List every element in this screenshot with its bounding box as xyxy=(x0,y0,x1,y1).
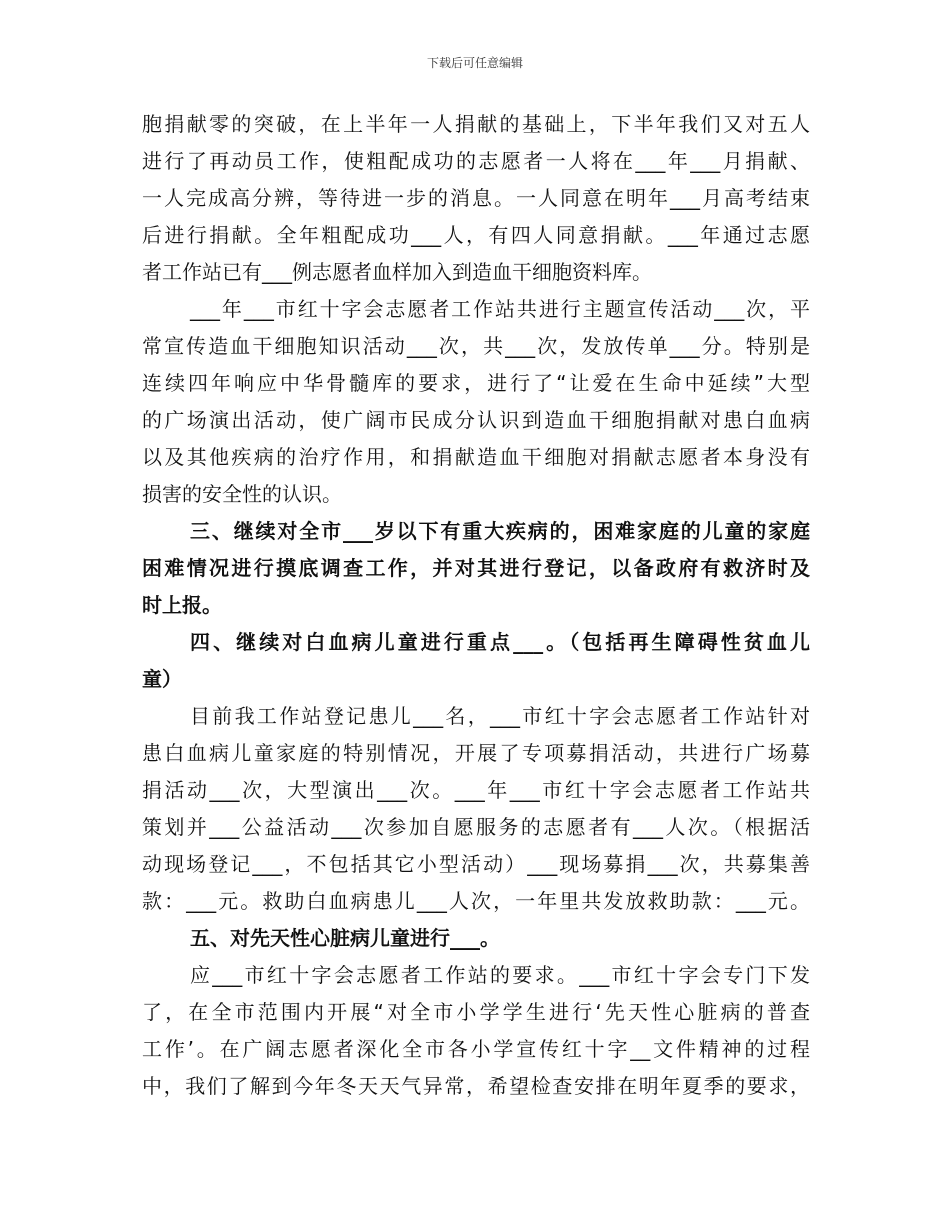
text-line: 的广场演出活动，使广阔市民成分认识到造血干细胞捐献对患白血病 xyxy=(142,408,810,432)
text-line: 进行了再动员工作，使粗配成功的志愿者一人将在___年___月捐献、 xyxy=(142,149,810,173)
text-line: 胞捐献零的突破，在上半年一人捐献的基础上，下半年我们又对五人 xyxy=(142,112,810,136)
text-line: 中，我们了解到今年冬天天气异常，希望检查安排在明年夏季的要求， xyxy=(142,1074,810,1098)
text-line: 一人完成高分辨，等待进一步的消息。一人同意在明年___月高考结束 xyxy=(142,186,810,210)
text-line: 四、继续对白血病儿童进行重点___。（包括再生障碍性贫血儿 xyxy=(190,630,810,654)
text-line: 时上报。 xyxy=(142,593,222,617)
text-line: 后进行捐献。全年粗配成功___人，有四人同意捐献。___年通过志愿 xyxy=(142,223,810,247)
text-line: 三、继续对全市___岁以下有重大疾病的，困难家庭的儿童的家庭 xyxy=(190,519,810,543)
text-line: 目前我工作站登记患儿___名，___市红十字会志愿者工作站针对 xyxy=(190,704,810,728)
text-line: 款：___元。救助白血病患儿___人次，一年里共发放救助款：___元。 xyxy=(142,889,810,913)
text-line: 损害的安全性的认识。 xyxy=(142,482,342,506)
text-line: 了，在全市范围内开展“对全市小学学生进行‘先天性心脏病的普查 xyxy=(142,1000,810,1024)
text-line: 以及其他疾病的治疗作用，和捐献造血干细胞对捐献志愿者本身没有 xyxy=(142,445,810,469)
text-line: 常宣传造血干细胞知识活动___次，共___次，发放传单___分。特别是 xyxy=(142,334,810,358)
text-line: 动现场登记___，不包括其它小型活动）___现场募捐___次，共募集善 xyxy=(142,852,810,876)
text-line: 策划并___公益活动___次参加自愿服务的志愿者有___人次。（根据活 xyxy=(142,815,810,839)
text-line: 困难情况进行摸底调查工作，并对其进行登记，以备政府有救济时及 xyxy=(142,556,810,580)
text-line: 患白血病儿童家庭的特别情况，开展了专项募捐活动，共进行广场募 xyxy=(142,741,810,765)
text-line: 者工作站已有___例志愿者血样加入到造血干细胞资料库。 xyxy=(142,260,652,284)
text-line: 捐活动___次，大型演出___次。___年___市红十字会志愿者工作站共 xyxy=(142,778,810,802)
text-line: 应___市红十字会志愿者工作站的要求。___市红十字会专门下发 xyxy=(190,963,810,987)
text-line: 工作’。在广阔志愿者深化全市各小学宣传红十字__文件精神的过程 xyxy=(142,1037,810,1061)
text-line: 连续四年响应中华骨髓库的要求，进行了“让爱在生命中延续”大型 xyxy=(142,371,810,395)
text-line: 五、对先天性心脏病儿童进行___。 xyxy=(190,926,500,950)
page-header: 下载后可任意编辑 xyxy=(426,56,523,70)
text-line: 童） xyxy=(142,667,182,691)
text-line: ___年___市红十字会志愿者工作站共进行主题宣传活动___次，平 xyxy=(190,297,810,321)
document-body xyxy=(142,106,810,1105)
